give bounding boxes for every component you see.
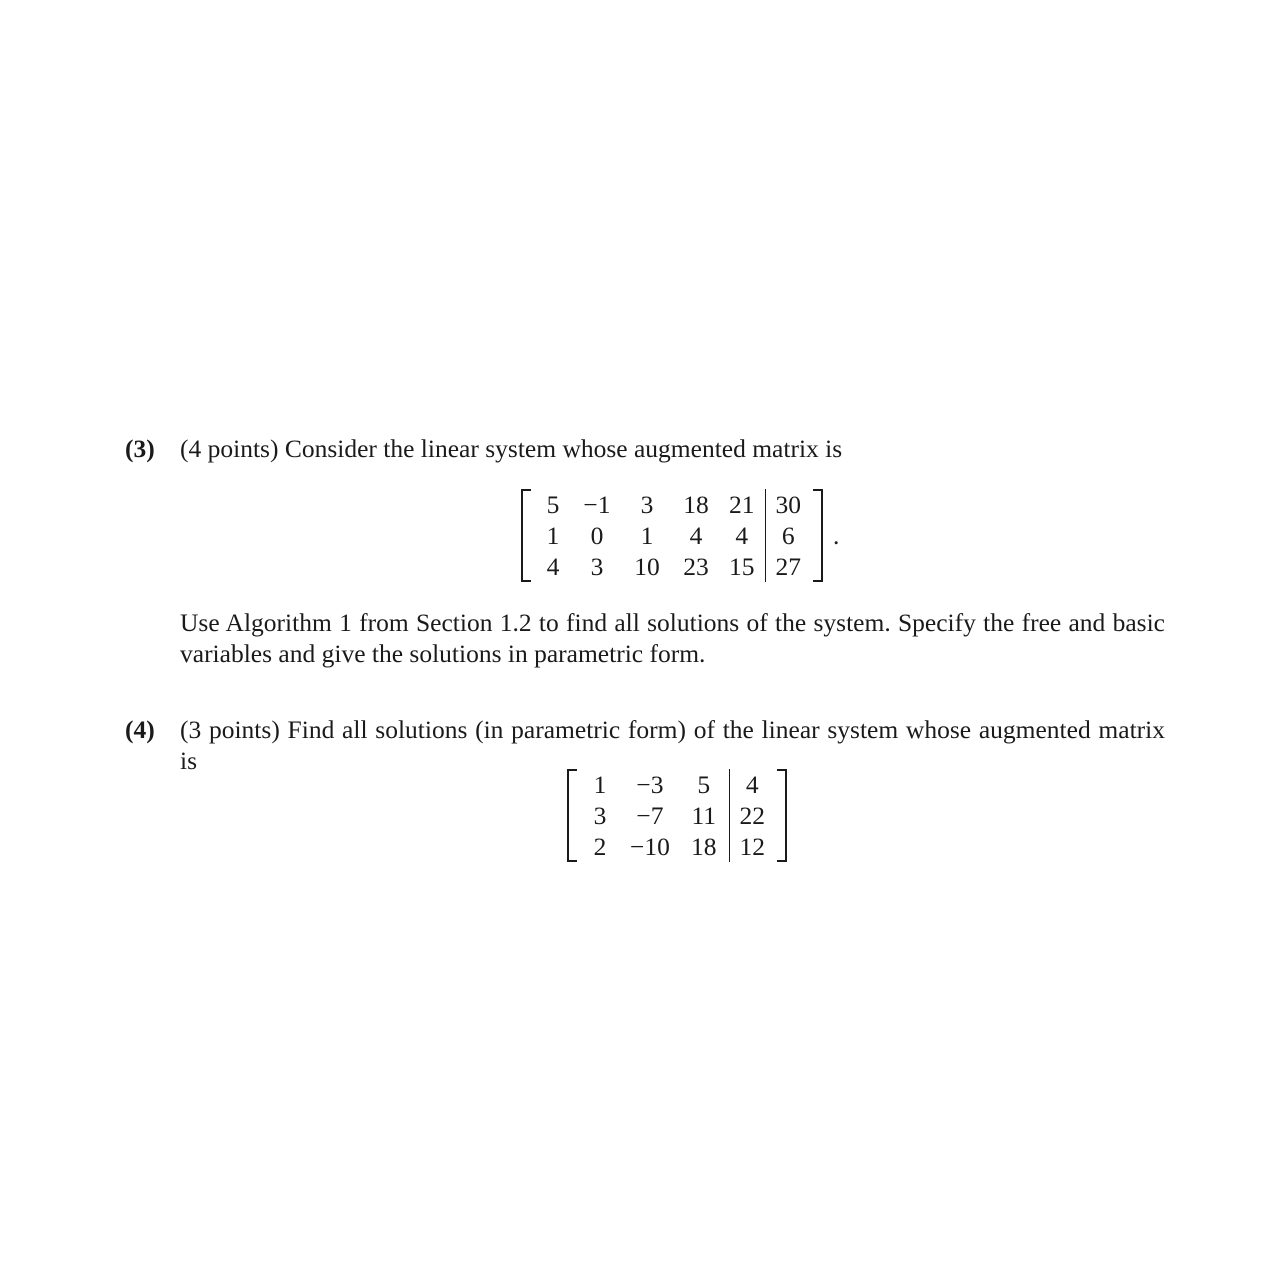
- matrix-cell: 5: [697, 770, 711, 799]
- matrix-cell: 10: [634, 552, 660, 581]
- problem-3: [125, 433, 1165, 464]
- left-bracket: [521, 489, 531, 582]
- matrix-cell: 21: [729, 490, 755, 519]
- matrix-cell: 1: [546, 521, 560, 550]
- matrix-cell: 5: [546, 490, 560, 519]
- matrix-cell: 4: [729, 769, 775, 800]
- matrix-cell: 18: [691, 832, 717, 861]
- matrix-row: [579, 800, 775, 831]
- left-bracket: [567, 769, 577, 862]
- problem-number: (3): [125, 434, 155, 463]
- matrix-cell: 23: [683, 552, 709, 581]
- matrix-cell: −7: [636, 801, 664, 830]
- matrix-cell: 3: [590, 552, 604, 581]
- matrix-row: [579, 831, 775, 862]
- matrix-cell: 18: [683, 490, 709, 519]
- matrix-row: [533, 520, 811, 551]
- problem-3-instructions: Use Algorithm 1 from Section 1.2 to find all solutions of the system. Specify the free and basic variables and give the solutions in parametric form.: [180, 608, 1165, 668]
- problem-statement: (3 points) Find all solutions (in parametric form) of the linear system whose augmented matrix is: [180, 715, 1165, 775]
- augmented-matrix-3: [521, 489, 839, 582]
- matrix-cell: 1: [640, 521, 654, 550]
- right-bracket: [813, 489, 823, 582]
- matrix-table: [533, 489, 811, 582]
- matrix-cell: 30: [765, 489, 811, 520]
- matrix-cell: 1: [593, 770, 607, 799]
- matrix-cell: 3: [593, 801, 607, 830]
- matrix-cell: 0: [590, 521, 604, 550]
- problem-number: (4): [125, 715, 155, 744]
- matrix-row: [533, 551, 811, 582]
- matrix-cell: 22: [729, 800, 775, 831]
- matrix-cell: 11: [691, 801, 717, 830]
- matrix-cell: 4: [689, 521, 703, 550]
- matrix-cell: 15: [729, 552, 755, 581]
- problem-statement: (4 points) Consider the linear system whose augmented matrix is: [180, 434, 843, 463]
- matrix-cell: 4: [546, 552, 560, 581]
- matrix-cell: 6: [765, 520, 811, 551]
- matrix-table: [579, 769, 775, 862]
- matrix-cell: −1: [583, 490, 611, 519]
- problem-4: [125, 714, 1165, 776]
- period-mark: .: [833, 520, 840, 550]
- augmented-matrix-4: [567, 769, 787, 862]
- matrix-cell: −10: [630, 832, 670, 861]
- matrix-cell: 12: [729, 831, 775, 862]
- matrix-row: [579, 769, 775, 800]
- matrix-cell: 4: [735, 521, 749, 550]
- matrix-cell: 3: [640, 490, 654, 519]
- matrix-cell: −3: [636, 770, 664, 799]
- matrix-cell: 2: [593, 832, 607, 861]
- matrix-row: [533, 489, 811, 520]
- right-bracket: [777, 769, 787, 862]
- matrix-cell: 27: [765, 551, 811, 582]
